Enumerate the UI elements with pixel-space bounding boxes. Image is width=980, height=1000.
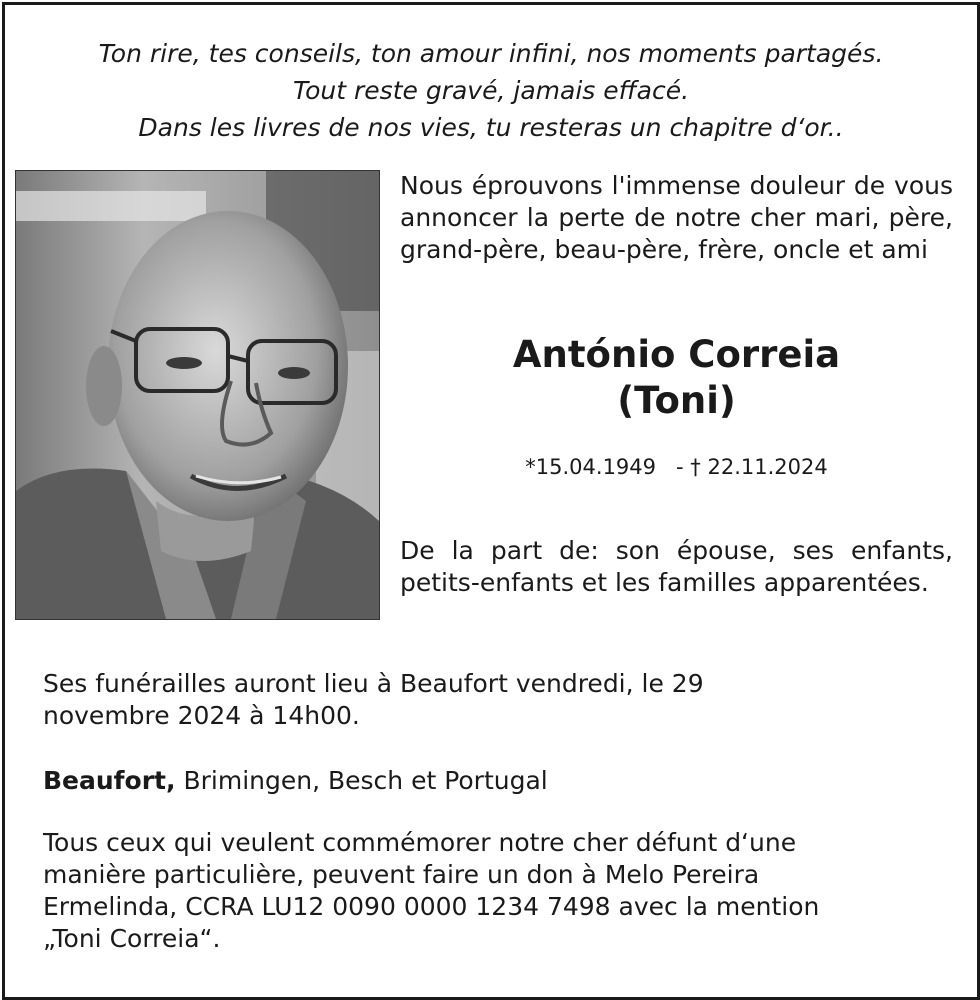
- donation-line: Ermelinda, CCRA LU12 0090 0000 1234 7498 avec la mention: [43, 892, 820, 921]
- poem-line: Tout reste gravé, jamais effacé.: [292, 76, 690, 105]
- obituary-frame: [2, 2, 980, 1000]
- family-text: De la part de: son épouse, ses enfants, petits-enfants et les familles apparentées.: [400, 536, 953, 597]
- places-rest: Brimingen, Besch et Portugal: [175, 766, 548, 795]
- life-dates: *15.04.1949 - † 22.11.2024: [525, 455, 828, 479]
- poem: [5, 35, 977, 146]
- portrait-photo: [15, 170, 380, 620]
- deceased-name: António Correia: [512, 333, 841, 376]
- poem-line: Dans les livres de nos vies, tu resteras un chapitre d‘or..: [138, 113, 844, 142]
- funeral-info: [43, 668, 943, 732]
- deceased-nickname: (Toni): [617, 379, 736, 422]
- announcement-text: Nous éprouvons l'immense douleur de vous annoncer la perte de notre cher mari, père, grand-père, beau-père, frère, oncle et ami: [400, 171, 953, 264]
- donation-info: [43, 827, 943, 955]
- funeral-line: Ses funérailles auront lieu à Beaufort vendredi, le 29: [43, 669, 704, 698]
- portrait-photo-icon: [16, 171, 379, 619]
- funeral-line: novembre 2024 à 14h00.: [43, 701, 360, 730]
- poem-line: Ton rire, tes conseils, ton amour infini, nos moments partagés.: [98, 39, 884, 68]
- places-main: Beaufort,: [43, 766, 176, 795]
- deceased-name-block: [400, 332, 953, 424]
- donation-line: „Toni Correia“.: [43, 924, 221, 953]
- places-line: [43, 765, 943, 797]
- donation-line: manière particulière, peuvent faire un don à Melo Pereira: [43, 860, 760, 889]
- donation-line: Tous ceux qui veulent commémorer notre cher défunt d‘une: [43, 828, 797, 857]
